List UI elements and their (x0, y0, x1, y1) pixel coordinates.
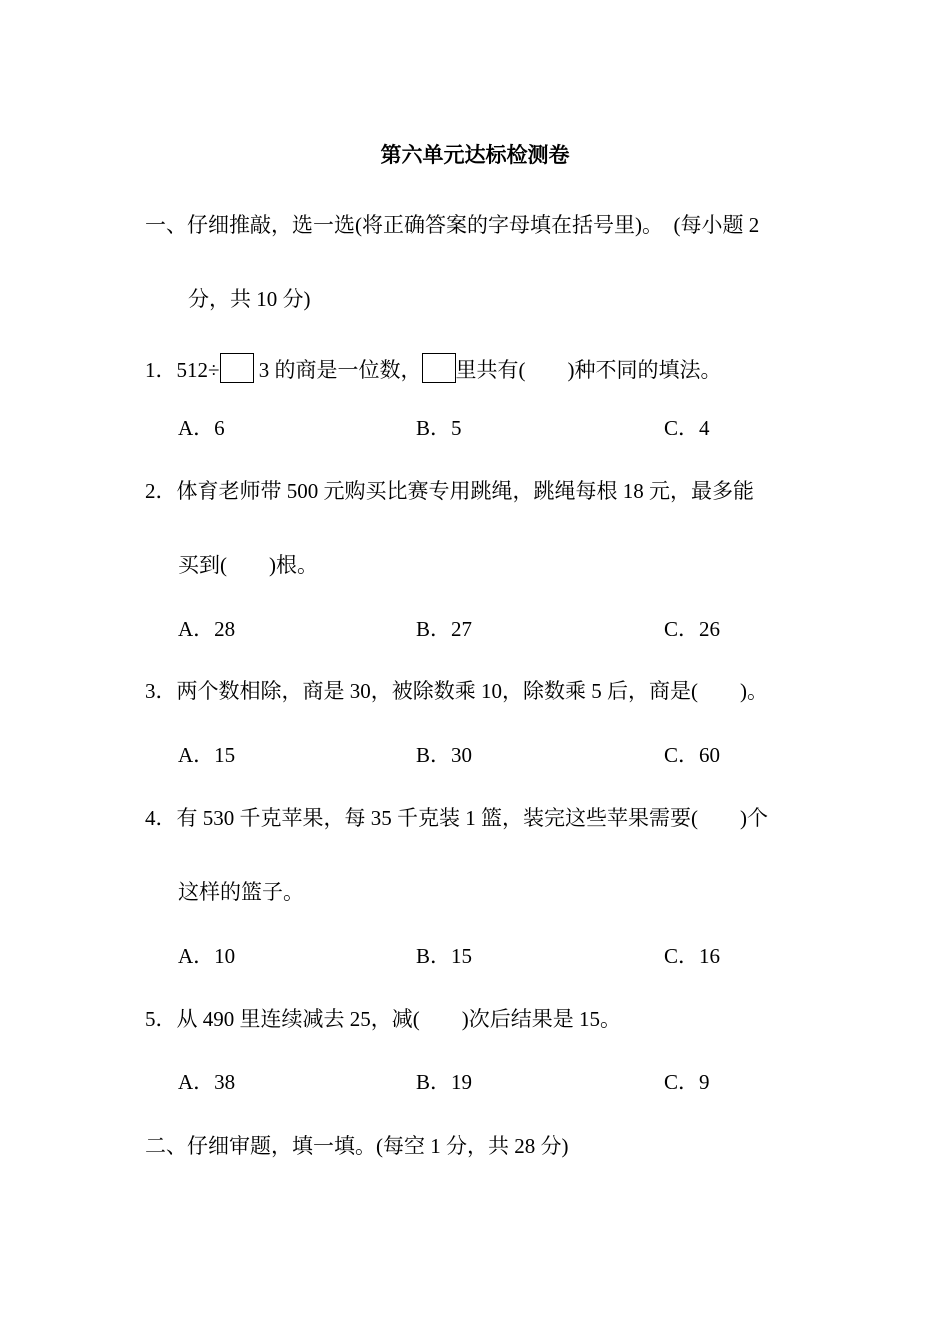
question-5-option-a: A．38 (178, 1070, 236, 1094)
question-2-option-a: A．28 (178, 617, 236, 641)
question-3: 3．两个数相除，商是 30，被除数乘 10，除数乘 5 后，商是( )。 (145, 679, 768, 703)
question-5-option-c: C．9 (664, 1070, 710, 1094)
section-1-heading-continued: 分，共 10 分) (188, 287, 311, 311)
section-2-heading: 二、仔细审题，填一填。(每空 1 分，共 28 分) (145, 1134, 569, 1158)
question-4-option-c: C．16 (664, 944, 721, 968)
question-1-text-end: 里共有( )种不同的填法。 (455, 358, 722, 382)
question-1-option-b: B．5 (416, 416, 462, 440)
question-4: 4．有 530 千克苹果，每 35 千克装 1 篮，装完这些苹果需要( )个 (145, 806, 768, 830)
question-3-option-b: B．30 (416, 743, 473, 767)
question-2: 2．体育老师带 500 元购买比赛专用跳绳，跳绳每根 18 元，最多能 (145, 479, 754, 503)
question-1 (145, 353, 722, 384)
question-1-option-a: A．6 (178, 416, 225, 440)
question-4-continued: 这样的篮子。 (178, 880, 304, 904)
question-2-option-b: B．27 (416, 617, 473, 641)
question-1-dividend: 512÷ (176, 358, 220, 382)
question-1-option-c: C．4 (664, 416, 710, 440)
question-3-option-a: A．15 (178, 743, 236, 767)
question-2-option-c: C．26 (664, 617, 721, 641)
question-4-option-b: B．15 (416, 944, 473, 968)
question-1-number: 1． (145, 358, 177, 382)
blank-box (220, 353, 254, 383)
question-3-option-c: C．60 (664, 743, 721, 767)
blank-box-reference (422, 353, 456, 383)
question-4-option-a: A．10 (178, 944, 236, 968)
section-1-heading: 一、仔细推敲，选一选(将正确答案的字母填在括号里)。 (每小题 2 (145, 213, 760, 237)
question-5-option-b: B．19 (416, 1070, 473, 1094)
page-title: 第六单元达标检测卷 (380, 143, 570, 167)
question-1-text: 3 的商是一位数， (258, 358, 422, 382)
question-5: 5．从 490 里连续减去 25，减( )次后结果是 15。 (145, 1007, 621, 1031)
question-2-continued: 买到( )根。 (178, 553, 318, 577)
